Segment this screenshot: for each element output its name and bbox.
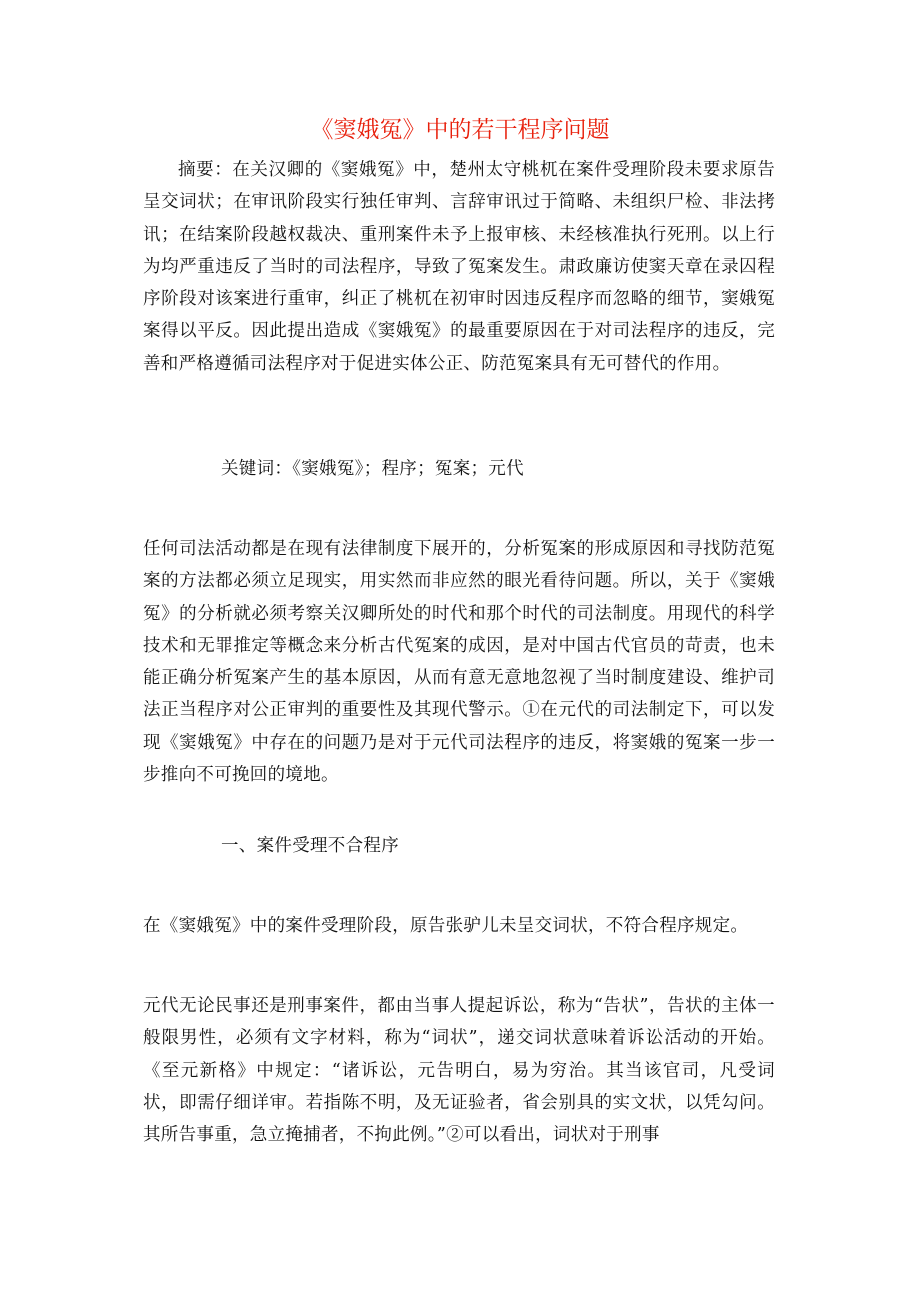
section1-paragraph-2: 元代无论民事还是刑事案件，都由当事人提起诉讼，称为“告状”，告状的主体一般限男性，必须有文字材料，称为“词状”，递交词状意味着诉讼活动的开始。《至元新格》中规定：“诸诉讼，元告明白，易为穷治。其当该官司，凡受词状，即需仔细详审。若指陈不明，及无证验者，省会别具的实文状，以凭勾问。其所告事重，急立掩捕者，不拘此例。”②可以看出，词状对于刑事 bbox=[143, 996, 775, 1146]
abstract-paragraph: 摘要：在关汉卿的《窦娥冤》中，楚州太守桃杌在案件受理阶段未要求原告呈交词状；在审讯阶段实行独任审判、言辞审讯过于简略、未组织尸检、非法拷讯；在结案阶段越权裁决、重刑案件未予上报审核、未经核准执行死刑。以上行为均严重违反了当时的司法程序，导致了冤案发生。肃政廉访使窦天章在录囚程序阶段对该案进行重审，纠正了桃杌在初审时因违反程序而忽略的细节，窦娥冤案得以平反。因此提出造成《窦娥冤》的最重要原因在于对司法程序的违反，完善和严格遵循司法程序对于促进实体公正、防范冤案具有无可替代的作用。 bbox=[143, 160, 775, 374]
document-title: 《窦娥冤》中的若干程序问题 bbox=[310, 117, 610, 143]
keywords-line: 关键词：《窦娥冤》；程序；冤案；元代 bbox=[221, 459, 524, 479]
section-heading-1: 一、案件受理不合程序 bbox=[221, 836, 399, 856]
intro-paragraph: 任何司法活动都是在现有法律制度下展开的，分析冤案的形成原因和寻找防范冤案的方法都必须立足现实，用实然而非应然的眼光看待问题。所以，关于《窦娥冤》的分析就必须考察关汉卿所处的时代和那个时代的司法制度。用现代的科学技术和无罪推定等概念来分析古代冤案的成因，是对中国古代官员的苛责，也未能正确分析冤案产生的基本原因，从而有意无意地忽视了当时制度建设、维护司法正当程序对公正审判的重要性及其现代警示。①在元代的司法制定下，可以发现《窦娥冤》中存在的问题乃是对于元代司法程序的违反，将窦娥的冤案一步一步推向不可挽回的境地。 bbox=[143, 539, 775, 786]
section1-paragraph-1: 在《窦娥冤》中的案件受理阶段，原告张驴儿未呈交词状，不符合程序规定。 bbox=[143, 916, 749, 936]
